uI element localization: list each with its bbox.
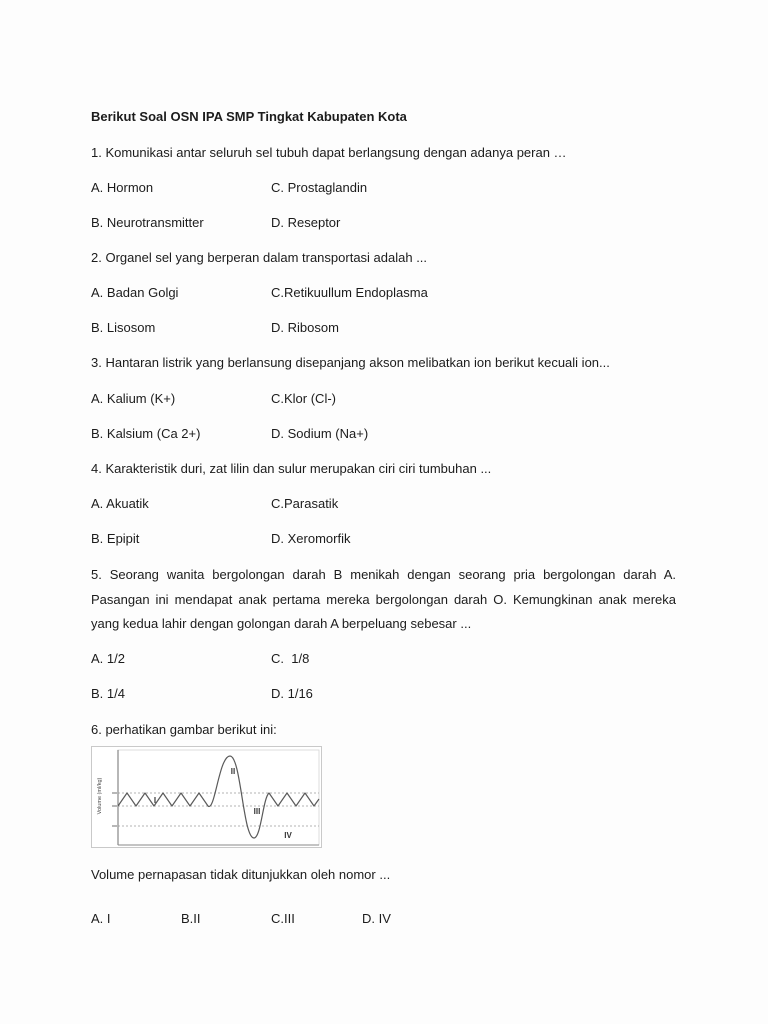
question-5-text: 5. Seorang wanita bergolongan darah B menikah dengan seorang pria bergolongan darah A. Pasangan ini mendapat anak pertama mereka bergolongan darah O. Kemungkinan anak mereka yang kedua lahir dengan golongan darah A berpeluang sebesar ... xyxy=(91,567,676,631)
question-6-option-d: D. IV xyxy=(362,911,391,926)
question-4-option-c: C.Parasatik xyxy=(271,496,339,511)
question-4-options-row-1 xyxy=(91,496,571,512)
question-1-text: 1. Komunikasi antar seluruh sel tubuh dapat berlangsung dengan adanya peran … xyxy=(91,145,567,160)
question-1-option-a: A. Hormon xyxy=(91,180,154,195)
marker-iii: III xyxy=(253,807,261,816)
question-6-option-c: C.III xyxy=(271,911,295,926)
question-3-option-d: D. Sodium (Na+) xyxy=(271,426,369,441)
question-1-option-d: D. Reseptor xyxy=(271,215,341,230)
question-3-option-c: C.Klor (Cl-) xyxy=(271,391,336,406)
marker-i: I xyxy=(153,796,157,805)
question-6-options xyxy=(91,911,491,927)
question-3-text: 3. Hantaran listrik yang berlansung disepanjang akson melibatkan ion berikut kecuali ion... xyxy=(91,355,610,370)
question-3-option-b: B. Kalsium (Ca 2+) xyxy=(91,426,201,441)
y-axis-label: Volume (ml/kg) xyxy=(97,777,103,815)
question-5-options-row-1 xyxy=(91,651,571,667)
spirometer-figure xyxy=(91,746,322,848)
question-1-options-row-1 xyxy=(91,180,571,196)
question-2-option-a: A. Badan Golgi xyxy=(91,285,179,300)
question-5-option-a: A. 1/2 xyxy=(91,651,125,666)
question-2-options-row-2 xyxy=(91,320,571,336)
question-6-option-b: B.II xyxy=(181,911,201,926)
question-1-option-c: C. Prostaglandin xyxy=(271,180,368,195)
question-6-option-a: A. I xyxy=(91,911,111,926)
question-1-option-b: B. Neurotransmitter xyxy=(91,215,204,230)
question-4-option-b: B. Epipit xyxy=(91,531,140,546)
question-2-option-c: C.Retikuullum Endoplasma xyxy=(271,285,428,300)
question-3-option-a: A. Kalium (K+) xyxy=(91,391,176,406)
question-5-options-row-2 xyxy=(91,686,571,702)
question-3-options-row-2 xyxy=(91,426,571,442)
question-1-options-row-2 xyxy=(91,215,571,231)
question-4-options-row-2 xyxy=(91,531,571,547)
question-5-option-c: C. 1/8 xyxy=(271,651,310,666)
question-6-prompt: Volume pernapasan tidak ditunjukkan oleh nomor ... xyxy=(91,867,391,882)
question-2-option-d: D. Ribosom xyxy=(271,320,339,335)
question-4-option-d: D. Xeromorfik xyxy=(271,531,351,546)
question-6-text: 6. perhatikan gambar berikut ini: xyxy=(91,722,277,737)
spirometer-graph xyxy=(91,746,322,848)
question-2-text: 2. Organel sel yang berperan dalam transportasi adalah ... xyxy=(91,250,428,265)
question-5-option-b: B. 1/4 xyxy=(91,686,125,701)
question-3-options-row-1 xyxy=(91,391,571,407)
question-2-options-row-1 xyxy=(91,285,571,301)
question-5-option-d: D. 1/16 xyxy=(271,686,313,701)
marker-iv: IV xyxy=(284,831,292,840)
question-2-option-b: B. Lisosom xyxy=(91,320,156,335)
marker-ii: II xyxy=(230,767,236,776)
question-4-text: 4. Karakteristik duri, zat lilin dan sulur merupakan ciri ciri tumbuhan ... xyxy=(91,461,492,476)
question-4-option-a: A. Akuatik xyxy=(91,496,149,511)
document-title: Berikut Soal OSN IPA SMP Tingkat Kabupaten Kota xyxy=(91,109,407,124)
